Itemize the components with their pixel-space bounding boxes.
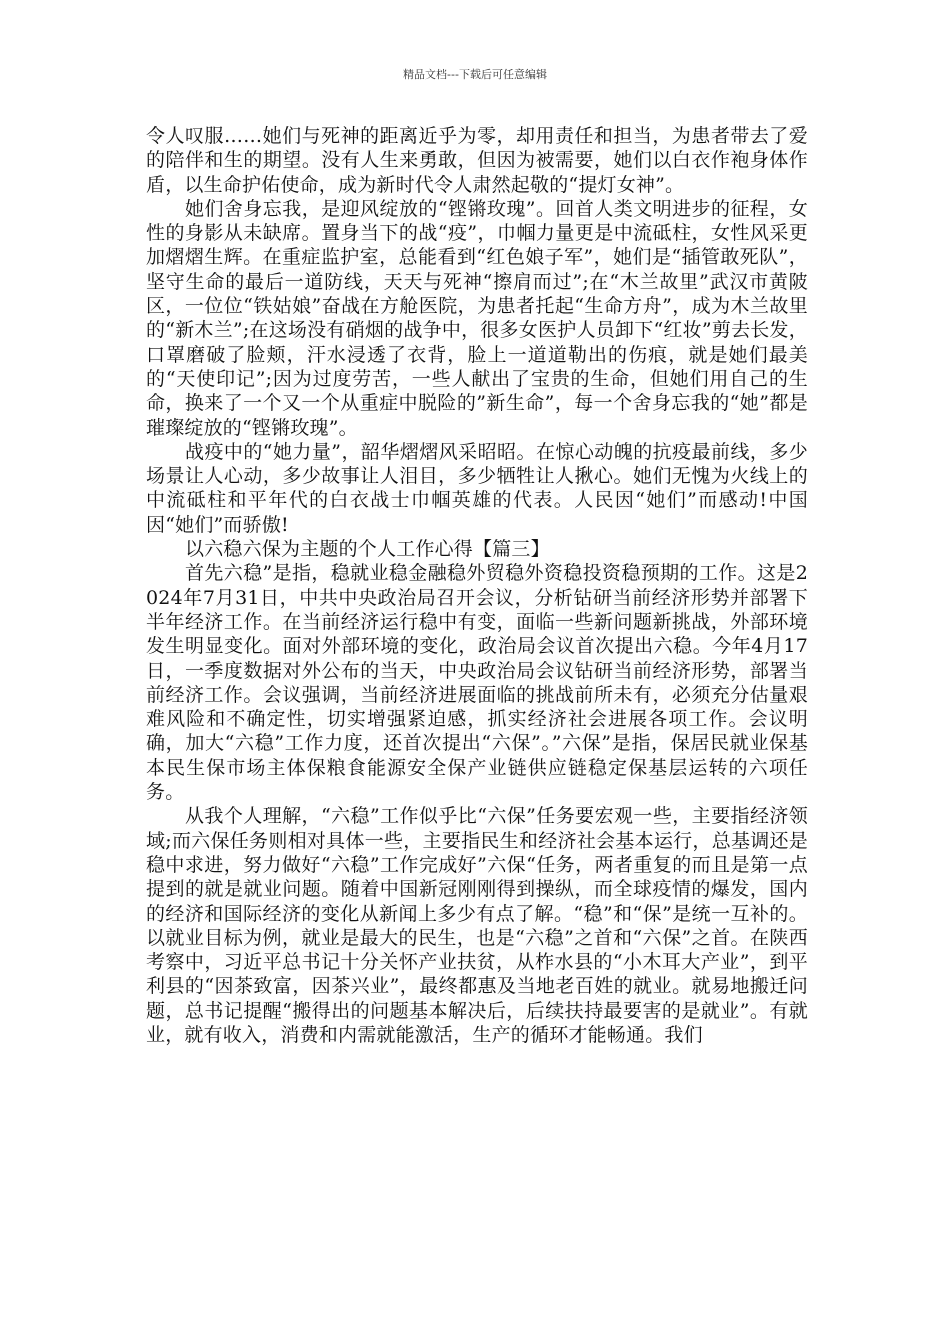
section-heading: 以六稳六保为主题的个人工作心得【篇三】	[185, 538, 550, 561]
document-body	[146, 124, 808, 1047]
section-paragraph-2: 从我个人理解，“六稳”工作似乎比“六保”任务要宏观一些，主要指经济领域;而六保任务则相对具体一些，主要指民生和经济社会基本运行，总基调还是稳中求进，努力做好“六稳”工作完成好”六保“任务，两者重复的而且是第一点提到的就是就业问题。随着中国新冠刚刚得到操纵，而全球疫情的爆发，国内的经济和国际经济的变化从新闻上多少有点了解。“稳”和“保”是统一互补的。以就业目标为例，就业是最大的民生，也是“六稳”之首和“六保”之首。在陕西考察中，习近平总书记十分关怀产业扶贫，从柞水县的“小木耳大产业”，到平利县的“因茶致富，因茶兴业”，最终都惠及当地老百姓的就业。就易地搬迁问题，总书记提醒“搬得出的问题基本解决后，后续扶持最要害的是就业”。有就业，就有收入，消费和内需就能激活，生产的循环才能畅通。我们	[146, 805, 808, 1046]
paragraph-2: 她们舍身忘我，是迎风绽放的“铿锵玫瑰”。回首人类文明进步的征程，女性的身影从未缺席。置身当下的战“疫”，巾帼力量更是中流砥柱，女性风采更加熠熠生辉。在重症监护室，总能看到“红色娘子军”，她们是“插管敢死队”，坚守生命的最后一道防线，天天与死神“擦肩而过”;在“木兰故里”武汉市黄陂区，一位位“铁姑娘”奋战在方舱医院，为患者托起“生命方舟”，成为木兰故里的“新木兰”;在这场没有硝烟的战争中，很多女医护人员卸下“红妆”剪去长发，口罩磨破了脸颊，汗水浸透了衣背，脸上一道道勒出的伤痕，就是她们最美的“天使印记”;因为过度劳苦，一些人献出了宝贵的生命，但她们用自己的生命，换来了一个又一个从重症中脱险的”新生命”，每一个舍身忘我的“她”都是璀璨绽放的“铿锵玫瑰”。	[146, 197, 808, 439]
paragraph-3: 战疫中的“她力量”，韶华熠熠风采昭昭。在惊心动魄的抗疫最前线，多少场景让人心动，多少故事让人泪目，多少牺牲让人揪心。她们无愧为火线上的中流砥柱和平年代的白衣战士巾帼英雄的代表。人民因“她们”而感动!中国因“她们”而骄傲!	[146, 440, 808, 536]
section-paragraph-1: 首先六稳”是指，稳就业稳金融稳外贸稳外资稳投资稳预期的工作。这是2024年7月31日，中共中央政治局召开会议，分析钻研当前经济形势并部署下半年经济工作。在当前经济运行稳中有变，面临一些新问题新挑战，外部环境发生明显变化。面对外部环境的变化，政治局会议首次提出六稳。今年4月17日，一季度数据对外公布的当天，中央政治局会议钻研当前经济形势，部署当前经济工作。会议强调，当前经济进展面临的挑战前所未有，必须充分估量艰难风险和不确定性，切实增强紧迫感，抓实经济社会进展各项工作。会议明确，加大“六稳”工作力度，还首次提出“六保”。”六保”是指，保居民就业保基本民生保市场主体保粮食能源安全保产业链供应链稳定保基层运转的六项任务。	[146, 562, 808, 804]
paragraph-1: 令人叹服……她们与死神的距离近乎为零，却用责任和担当，为患者带去了爱的陪伴和生的期望。没有人生来勇敢，但因为被需要，她们以白衣作袍身体作盾，以生命护佑使命，成为新时代令人肃然起敬的“提灯女神”。	[146, 125, 808, 196]
page-header: 精品文档---下载后可任意编辑	[403, 68, 547, 81]
